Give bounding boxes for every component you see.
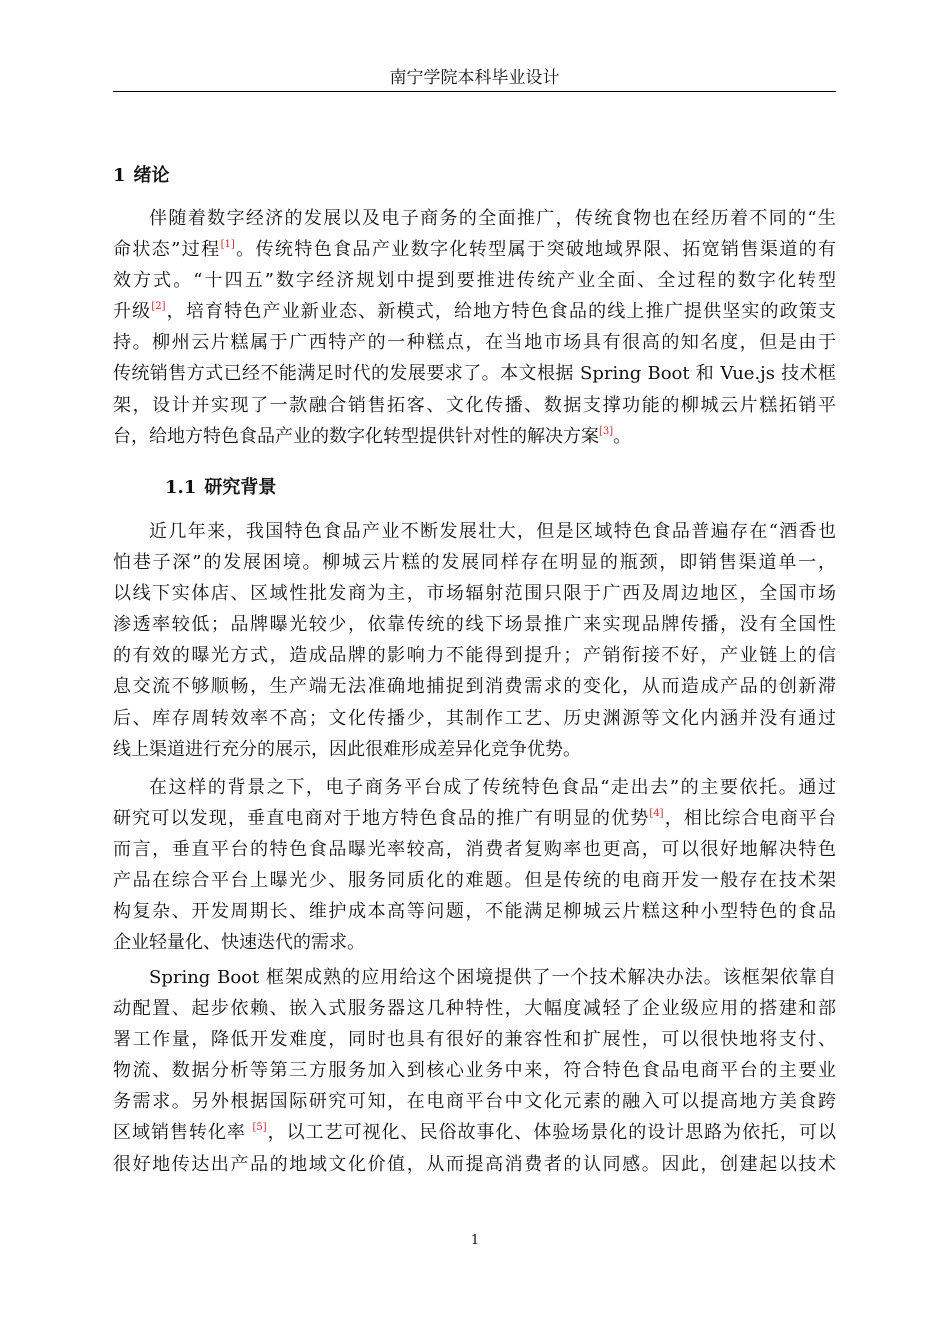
- paragraph-background: [113, 516, 836, 765]
- text-segment: 命状态”过程: [113, 239, 221, 261]
- text-line: 伴随着数字经济的发展以及电子商务的全面推广，传统食物也在经历着不同的“生: [149, 208, 836, 229]
- chapter-heading: [113, 162, 170, 190]
- text-line: 务需求。另外根据国际研究可知，在电商平台中文化元素的融入可以提高地方美食跨: [113, 1091, 836, 1113]
- text-line: 产品在综合平台上曝光少、服务同质化的难题。但是传统的电商开发一般存在技术架: [113, 870, 836, 892]
- text-segment: ，相比综合电商平台: [663, 808, 837, 830]
- text-line: 的有效的曝光方式，造成品牌的影响力不能得到提升；产销衔接不好，产业链上的信: [113, 645, 836, 667]
- text-line: 以线下实体店、区域性批发商为主，市场辐射范围只限于广西及周边地区，全国市场: [113, 583, 836, 605]
- text-line: 息交流不够顺畅，生产端无法准确地捕捉到消费需求的变化，从而造成产品的创新滞: [113, 676, 836, 698]
- text-segment: ，培育特色产业新业态、新模式，给地方特色食品的线上推广提供坚实的政策支: [165, 301, 837, 323]
- text-line: [113, 296, 836, 327]
- text-segment: ，以工艺可视化、民俗故事化、体验场景化的设计思路为依托，可以: [266, 1122, 836, 1144]
- chapter-number: 1: [113, 165, 126, 186]
- text-segment: 研究可以发现，垂直电商对于地方特色食品的推广有明显的优势: [113, 808, 650, 830]
- citation-ref[interactable]: [4]: [649, 808, 664, 820]
- text-line: 署工作量，降低开发难度，同时也具有很好的兼容性和扩展性，可以很快地将支付、: [113, 1029, 836, 1051]
- text-line: 线上渠道进行充分的展示，因此很难形成差异化竞争优势。: [113, 738, 581, 760]
- text-line: 渗透率较低；品牌曝光较少，依靠传统的线下场景推广来实现品牌传播，没有全国性: [113, 614, 836, 636]
- citation-ref[interactable]: [3]: [599, 425, 614, 437]
- page-header: 南宁学院本科毕业设计: [389, 68, 560, 88]
- text-line: 持。柳州云片糕属于广西特产的一种糕点，在当地市场具有很高的知名度，但是由于: [113, 332, 836, 354]
- text-segment: 升级: [113, 301, 152, 323]
- chapter-title: 绪论: [133, 165, 170, 186]
- text-line: 效方式。“十四五”数字经济规划中提到要推进传统产业全面、全过程的数字化转型: [113, 270, 836, 292]
- text-line: 而言，垂直平台的特色食品曝光率较高，消费者复购率也更高，可以很好地解决特色: [113, 839, 836, 861]
- text-line: 很好地传达出产品的地域文化价值，从而提高消费者的认同感。因此，创建起以技术: [113, 1153, 836, 1175]
- header-rule: [113, 91, 836, 92]
- text-segment: 台，给地方特色食品产业的数字化转型提供针对性的解决方案: [113, 425, 599, 447]
- text-line: [113, 1117, 836, 1148]
- paragraph-ecommerce: [113, 772, 836, 959]
- paragraph-intro: [113, 203, 836, 452]
- section-heading: [165, 474, 276, 502]
- text-line: Spring Boot 框架成熟的应用给这个困境提供了一个技术解决办法。该框架依靠自: [149, 967, 836, 988]
- citation-ref[interactable]: [5]: [252, 1122, 267, 1134]
- text-line: 企业轻量化、快速迭代的需求。: [113, 932, 365, 954]
- text-segment: 。: [613, 425, 632, 447]
- text-line: [113, 234, 836, 265]
- text-line: [113, 803, 836, 834]
- text-line: 近几年来，我国特色食品产业不断发展壮大，但是区域特色食品普遍存在“酒香也: [149, 521, 836, 542]
- text-line: 构复杂、开发周期长、维护成本高等问题，不能满足柳城云片糕这种小型特色的食品: [113, 901, 836, 923]
- citation-ref[interactable]: [2]: [151, 301, 166, 313]
- text-line: 在这样的背景之下，电子商务平台成了传统特色食品“走出去”的主要依托。通过: [149, 777, 836, 798]
- section-title: 研究背景: [204, 477, 277, 498]
- text-line: 传统销售方式已经不能满足时代的发展要求了。本文根据 Spring Boot 和 Vue.js 技术框: [113, 363, 836, 385]
- paragraph-springboot: [113, 962, 836, 1180]
- section-number: 1.1: [165, 477, 197, 498]
- page-number: 1: [470, 1233, 480, 1248]
- text-line: 怕巷子深”的发展困境。柳城云片糕的发展同样存在明显的瓶颈，即销售渠道单一，: [113, 552, 836, 574]
- citation-ref[interactable]: [1]: [220, 239, 235, 251]
- text-segment: 。传统特色食品产业数字化转型属于突破地域界限、拓宽销售渠道的有: [234, 239, 837, 261]
- text-line: 动配置、起步依赖、嵌入式服务器这几种特性，大幅度减轻了企业级应用的搭建和部: [113, 998, 836, 1020]
- text-line: 后、库存周转效率不高；文化传播少，其制作工艺、历史渊源等文化内涵并没有通过: [113, 707, 836, 729]
- text-segment: 区域销售转化率: [113, 1122, 253, 1144]
- text-line: [113, 421, 836, 452]
- text-line: 架，设计并实现了一款融合销售拓客、文化传播、数据支撑功能的柳城云片糕拓销平: [113, 394, 836, 416]
- text-line: 物流、数据分析等第三方服务加入到核心业务中来，符合特色食品电商平台的主要业: [113, 1060, 836, 1082]
